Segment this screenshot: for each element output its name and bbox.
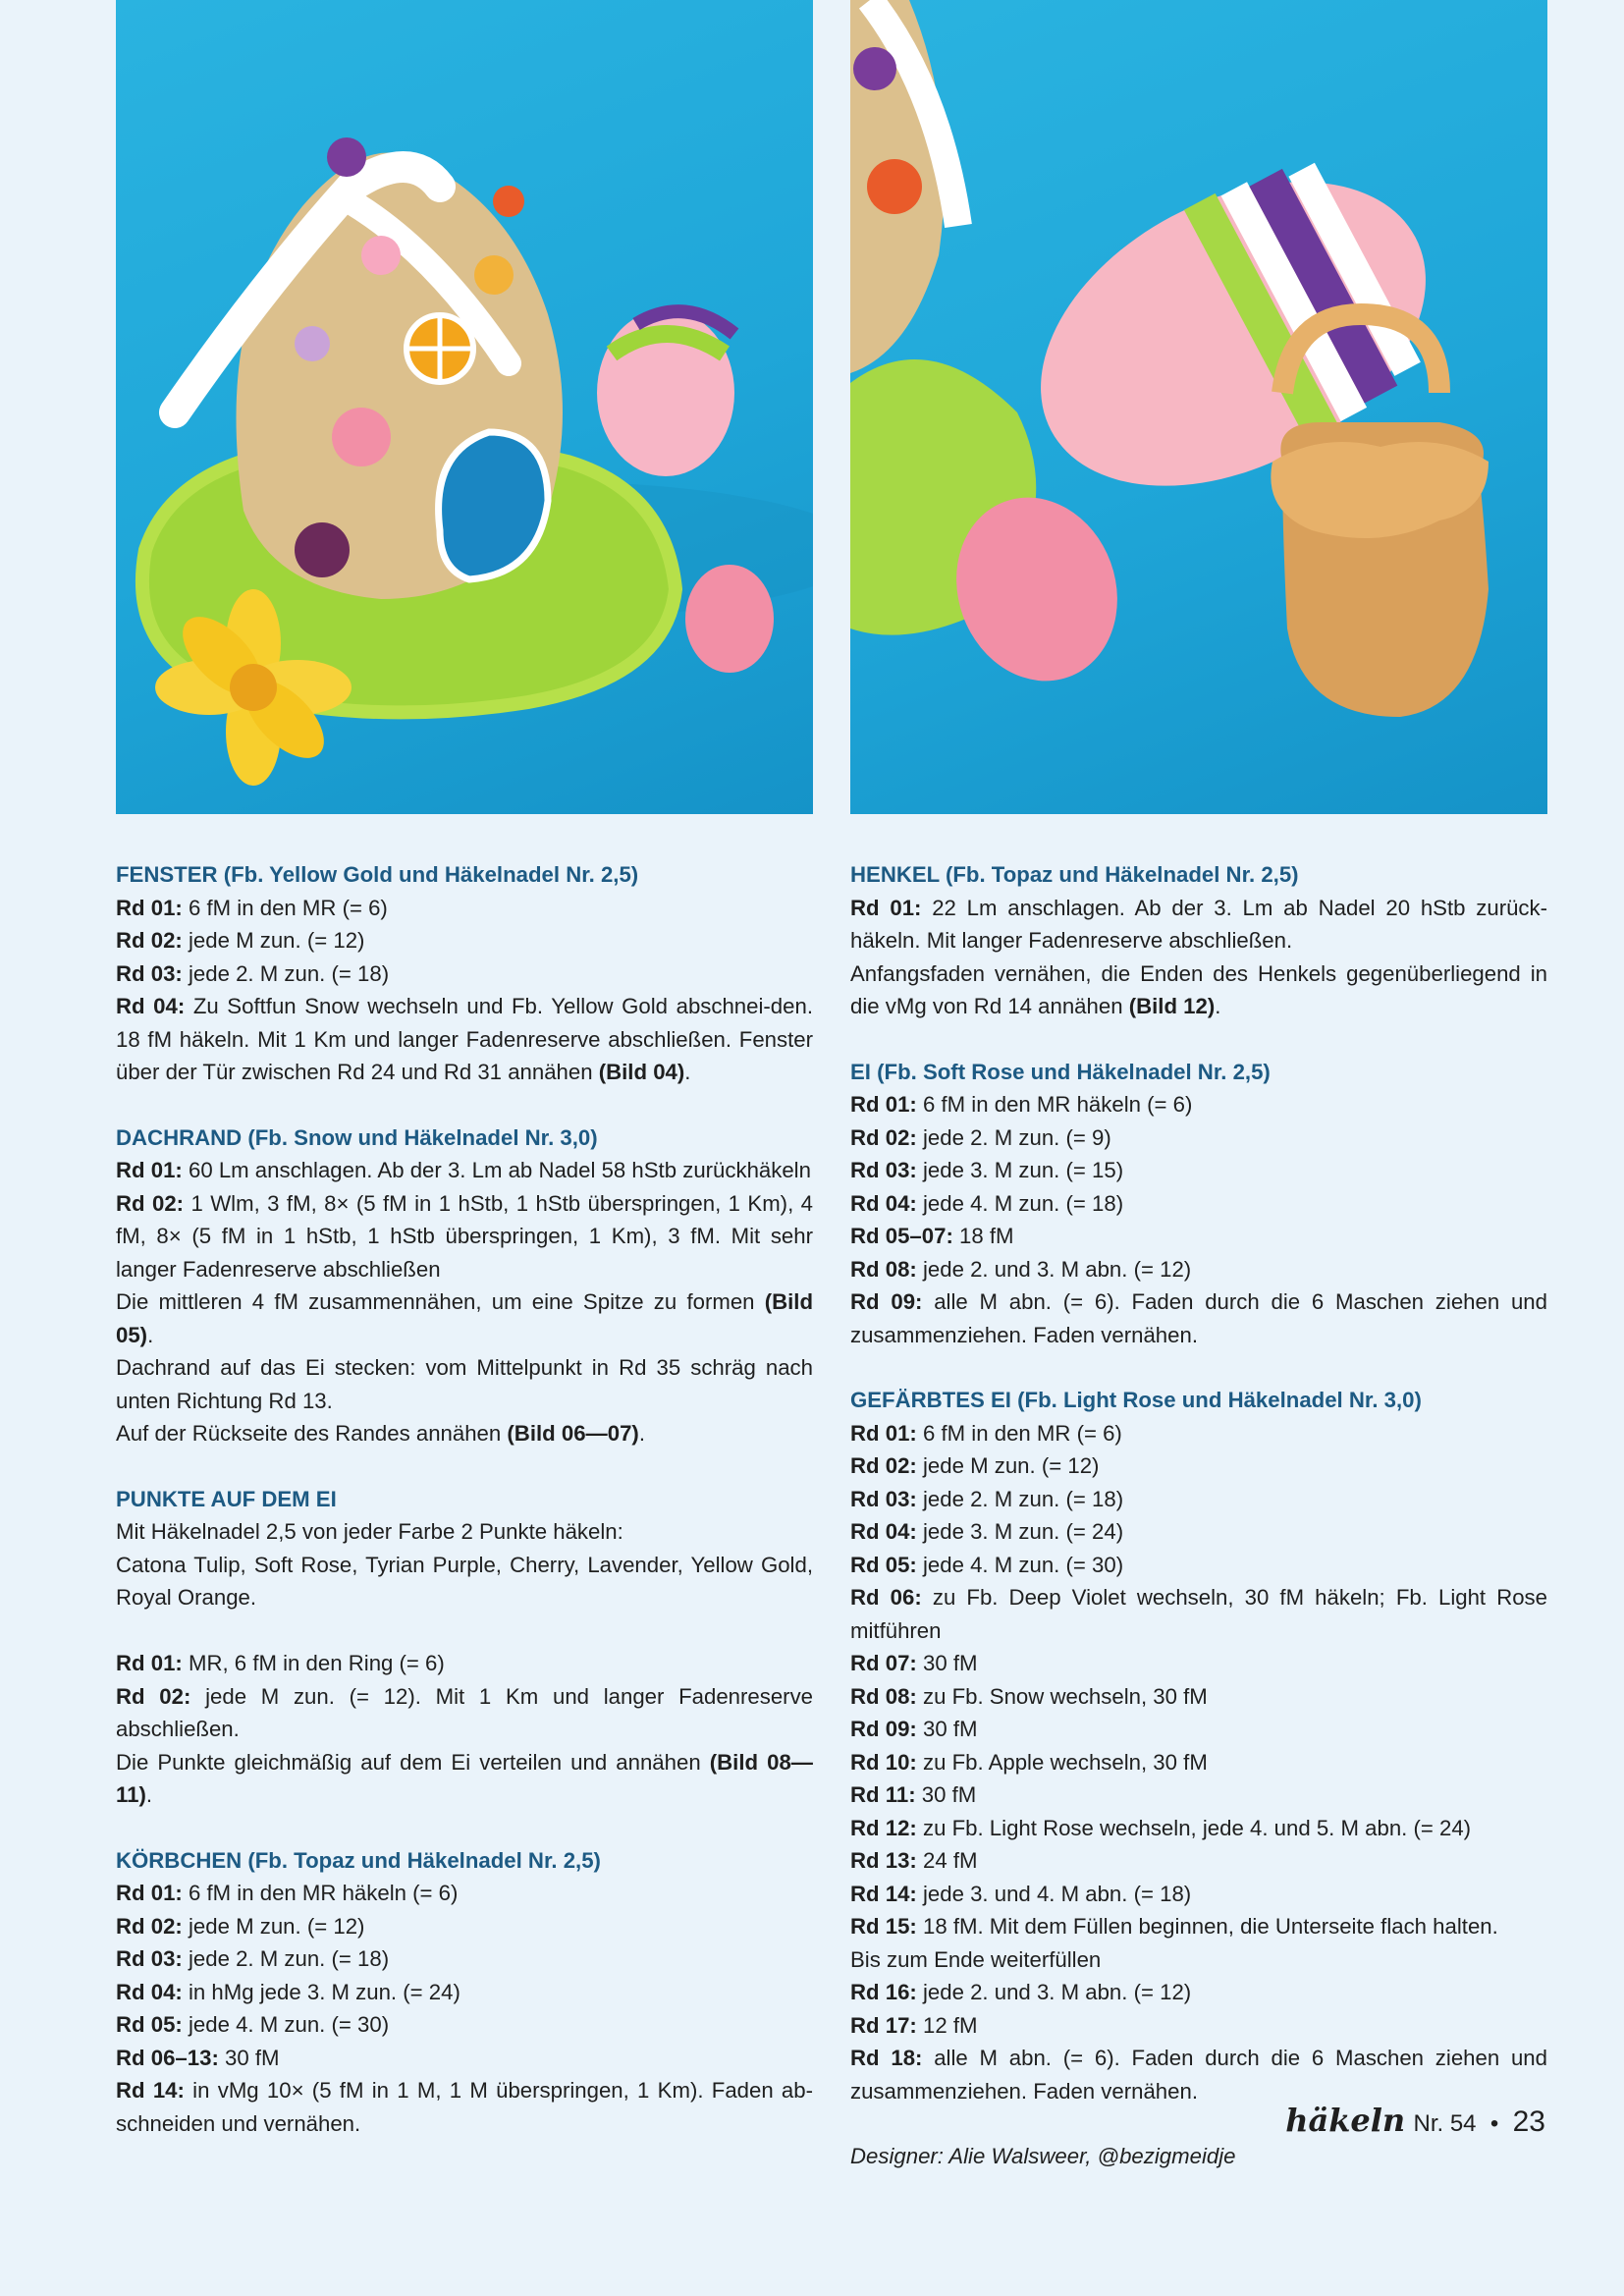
instruction-row [116,2008,813,2042]
round-label: Rd 12: [850,1815,917,1840]
section-fenster [116,858,813,1089]
row-text: zu Fb. Light Rose wechseln, jede 4. und 5. M abn. (= 24) [916,1815,1472,1840]
round-label: Rd 02: [116,1683,191,1709]
instruction-row [850,1449,1547,1483]
row-text: 30 fM [916,1717,978,1741]
instruction-row [850,1812,1547,1845]
instruction-row [850,1581,1547,1647]
instruction-row [850,892,1547,957]
image-reference: (Bild 06—07) [507,1421,639,1446]
row-text: 30 fM [915,1782,977,1807]
image-reference: (Bild 04) [598,1060,685,1084]
instruction-row [116,1549,813,1614]
row-text: zu Fb. Snow wechseln, 30 fM [916,1683,1208,1709]
instruction-row [850,1910,1547,1943]
round-label: Rd 14: [850,1881,917,1906]
instruction-row [850,1285,1547,1351]
instruction-row [850,2042,1547,2107]
instruction-row [850,1746,1547,1779]
round-label: Rd 03: [850,1486,917,1511]
row-text: 1 Wlm, 3 fM, 8× (5 fM in 1 hStb, 1 hStb überspringen, 1 Km), 4 fM, 8× (5 fM in 1 hStb, 1 hStb überspringen, 1 Km), 3 fM. Mit sehr langer Fadenreserve abschließen [116,1190,813,1282]
section-gefaerbtes-ei [850,1384,1547,2107]
instruction-row [850,1549,1547,1582]
instruction-row [116,1285,813,1351]
row-text: 18 fM. Mit dem Füllen beginnen, die Unterseite flach halten. [916,1914,1498,1939]
instruction-row [850,1976,1547,2009]
row-text: Dachrand auf das Ei stecken: vom Mittelpunkt in Rd 35 schräg nach unten Richtung Rd 13. [116,1355,813,1413]
instruction-row [850,1515,1547,1549]
round-label: Rd 16: [850,1980,917,2004]
row-text: 6 fM in den MR (= 6) [182,895,388,920]
row-tail: . [1215,994,1221,1018]
row-text: MR, 6 fM in den Ring (= 6) [182,1651,445,1675]
designer-credit: Designer: Alie Walsweer, @bezigmeidje [850,2144,1236,2168]
round-label: Rd 02: [116,1190,185,1216]
round-label: Rd 15: [850,1914,917,1939]
round-label: Rd 17: [850,2012,917,2038]
instruction-row [850,1943,1547,1977]
page-footer [1285,2102,1545,2139]
round-label: Rd 18: [850,2046,923,2070]
issue-number: Nr. 54 [1413,2110,1477,2137]
instruction-row [116,924,813,957]
round-label: Rd 05: [116,2012,183,2037]
row-text: jede 2. und 3. M abn. (= 12) [916,1980,1192,2004]
row-text: jede 2. M zun. (= 18) [916,1486,1124,1511]
row-text: jede 4. M zun. (= 18) [916,1190,1124,1216]
instruction-row [116,1154,813,1187]
instruction-row [850,1483,1547,1516]
row-text: Auf der Rückseite des Randes annähen [116,1421,508,1446]
round-label: Rd 01: [116,1158,183,1182]
round-label: Rd 04: [116,994,186,1018]
row-text: jede M zun. (= 12). Mit 1 Km und langer Fadenreserve abschließen. [116,1683,814,1741]
row-text: alle M abn. (= 6). Faden durch die 6 Maschen ziehen und zusammenziehen. Faden vernähen. [850,1289,1547,1347]
instruction-row [850,1680,1547,1714]
image-reference: (Bild 12) [1128,994,1216,1018]
instruction-row [116,1614,813,1648]
row-text: 60 Lm anschlagen. Ab der 3. Lm ab Nadel 58 hStb zurückhäkeln [182,1158,811,1182]
section-heading: FENSTER (Fb. Yellow Gold und Häkelnadel Nr. 2,5) [116,862,639,887]
row-text: 30 fM [916,1651,978,1675]
row-text: jede 2. M zun. (= 18) [182,1946,390,1971]
round-label: Rd 09: [850,1289,923,1314]
round-label: Rd 07: [850,1651,917,1675]
row-text: 6 fM in den MR häkeln (= 6) [182,1881,459,1905]
row-text: zu Fb. Apple wechseln, 30 fM [916,1749,1208,1775]
row-tail: . [147,1322,154,1347]
row-tail: . [638,1421,645,1446]
round-label: Rd 01: [850,1092,917,1117]
instruction-row [116,2042,813,2075]
row-text: jede 2. M zun. (= 18) [182,960,390,986]
round-label: Rd 01: [116,1651,183,1675]
row-text: jede 3. und 4. M abn. (= 18) [916,1881,1192,1906]
round-label: Rd 06–13: [116,2045,219,2070]
round-label: Rd 02: [850,1453,917,1478]
instruction-row [116,1417,813,1450]
round-label: Rd 01: [850,1420,917,1446]
instruction-row [850,2009,1547,2043]
instruction-row [116,1680,813,1746]
row-text: Die mittleren 4 fM zusammennähen, um eine Spitze zu formen [116,1289,765,1314]
instruction-row [850,1220,1547,1253]
round-label: Rd 03: [116,1946,183,1971]
row-text: 24 fM [916,1848,978,1873]
instruction-row [116,1647,813,1680]
magazine-logo: häkeln [1285,2102,1406,2139]
round-label: Rd 01: [850,895,922,920]
round-label: Rd 11: [850,1782,916,1807]
section-heading: EI (Fb. Soft Rose und Häkelnadel Nr. 2,5) [850,1059,1271,1084]
row-text: Mit Häkelnadel 2,5 von jeder Farbe 2 Punkte häkeln: [116,1519,623,1544]
row-tail: . [684,1060,691,1084]
instruction-row [850,1778,1547,1812]
section-dachrand [116,1121,813,1450]
row-text: 30 fM [218,2045,280,2070]
round-label: Rd 02: [116,928,183,953]
instruction-row [850,1187,1547,1221]
row-text: jede 2. M zun. (= 9) [916,1124,1111,1150]
row-text: in hMg jede 3. M zun. (= 24) [182,1979,460,2004]
separator-dot: • [1489,2110,1499,2137]
instruction-row [116,1942,813,1976]
image-reference: (Bild 05) [116,1289,813,1347]
round-label: Rd 01: [116,1881,183,1905]
crochet-egg-house-photo [116,0,813,814]
instruction-row [116,957,813,991]
row-text: jede 3. M zun. (= 24) [916,1519,1124,1544]
row-text: jede 4. M zun. (= 30) [182,2012,390,2037]
row-text: jede 2. und 3. M abn. (= 12) [916,1256,1192,1282]
row-text: jede 4. M zun. (= 30) [916,1552,1124,1577]
instruction-row [116,2074,813,2140]
round-label: Rd 08: [850,1683,917,1709]
section-heading: GEFÄRBTES EI (Fb. Light Rose und Häkelnadel Nr. 3,0) [850,1388,1422,1412]
row-text: 18 fM [952,1224,1014,1248]
page-number: 23 [1512,2105,1545,2138]
section-koerbchen [116,1844,813,2141]
instruction-row [850,1154,1547,1187]
row-text: jede M zun. (= 12) [916,1453,1100,1478]
row-text: zu Fb. Deep Violet wechseln, 30 fM häkeln; Fb. Light Rose mitführen [850,1585,1547,1643]
egg-house-illustration [116,0,813,814]
section-punkte [116,1483,813,1812]
instruction-row [850,1417,1547,1450]
round-label: Rd 03: [850,1158,917,1182]
round-label: Rd 02: [850,1124,917,1150]
row-text: 6 fM in den MR häkeln (= 6) [916,1092,1193,1117]
round-label: Rd 09: [850,1717,917,1741]
round-label: Rd 05–07: [850,1224,953,1248]
instruction-row [850,1713,1547,1746]
section-heading: DACHRAND (Fb. Snow und Häkelnadel Nr. 3,0) [116,1124,598,1150]
image-reference: (Bild 08—11) [116,1749,813,1807]
row-text: in vMg 10× (5 fM in 1 M, 1 M überspringen, 1 Km). Faden ab-schneiden und vernähen. [116,2078,814,2136]
section-heading: HENKEL (Fb. Topaz und Häkelnadel Nr. 2,5) [850,862,1299,887]
row-text: Zu Softfun Snow wechseln und Fb. Yellow Gold abschnei-den. 18 fM häkeln. Mit 1 Km und langer Fadenreserve abschließen. Fenster über der Tür zwischen Rd 24 und Rd 31 annähen [116,994,813,1084]
instruction-row [116,1910,813,1943]
round-label: Rd 10: [850,1749,917,1775]
instruction-row [850,1878,1547,1911]
round-label: Rd 02: [116,1913,183,1939]
instruction-row [116,990,813,1089]
right-text-column [850,858,1547,2173]
row-text: jede M zun. (= 12) [182,1913,365,1939]
round-label: Rd 06: [850,1585,922,1610]
row-text: Anfangsfaden vernähen, die Enden des Henkels gegenüberliegend in die vMg von Rd 14 annähen [850,960,1547,1018]
row-text: jede 3. M zun. (= 15) [916,1158,1124,1182]
row-text: 12 fM [916,2012,978,2038]
crochet-eggs-basket-photo [850,0,1547,814]
section-heading: KÖRBCHEN (Fb. Topaz und Häkelnadel Nr. 2,5) [116,1847,601,1873]
instruction-row [116,1351,813,1417]
round-label: Rd 08: [850,1256,917,1282]
row-text: 6 fM in den MR (= 6) [916,1420,1122,1446]
row-text: alle M abn. (= 6). Faden durch die 6 Maschen ziehen und zusammenziehen. Faden vernähen. [850,2046,1547,2104]
instruction-row [116,1187,813,1286]
row-text: Catona Tulip, Soft Rose, Tyrian Purple, Cherry, Lavender, Yellow Gold, Royal Orange. [116,1552,813,1610]
instruction-row [850,1844,1547,1878]
round-label: Rd 04: [850,1190,917,1216]
round-label: Rd 13: [850,1848,917,1873]
section-heading: PUNKTE AUF DEM EI [116,1486,337,1511]
round-label: Rd 04: [850,1519,917,1544]
instruction-row [850,1088,1547,1121]
row-text: Bis zum Ende weiterfüllen [850,1946,1102,1972]
round-label: Rd 04: [116,1979,183,2004]
row-tail: . [145,1782,153,1807]
instruction-row [116,1515,813,1549]
instruction-row [116,1746,813,1812]
round-label: Rd 01: [116,895,183,920]
row-text: 22 Lm anschlagen. Ab der 3. Lm ab Nadel 20 hStb zurück-häkeln. Mit langer Fadenreserve abschließen. [850,895,1548,953]
instruction-row [116,892,813,925]
left-text-column [116,858,813,2172]
instruction-row [850,1253,1547,1286]
round-label: Rd 05: [850,1552,917,1577]
round-label: Rd 03: [116,960,183,986]
eggs-basket-illustration [850,0,1547,814]
row-text: jede M zun. (= 12) [182,928,365,953]
instruction-row [116,1877,813,1910]
instruction-row [850,1121,1547,1155]
section-henkel [850,858,1547,1023]
section-ei [850,1056,1547,1352]
instruction-row [116,1976,813,2009]
instruction-row [850,1647,1547,1680]
instruction-row [850,957,1547,1023]
row-text: Die Punkte gleichmäßig auf dem Ei verteilen und annähen [116,1749,710,1775]
round-label: Rd 14: [116,2078,185,2103]
